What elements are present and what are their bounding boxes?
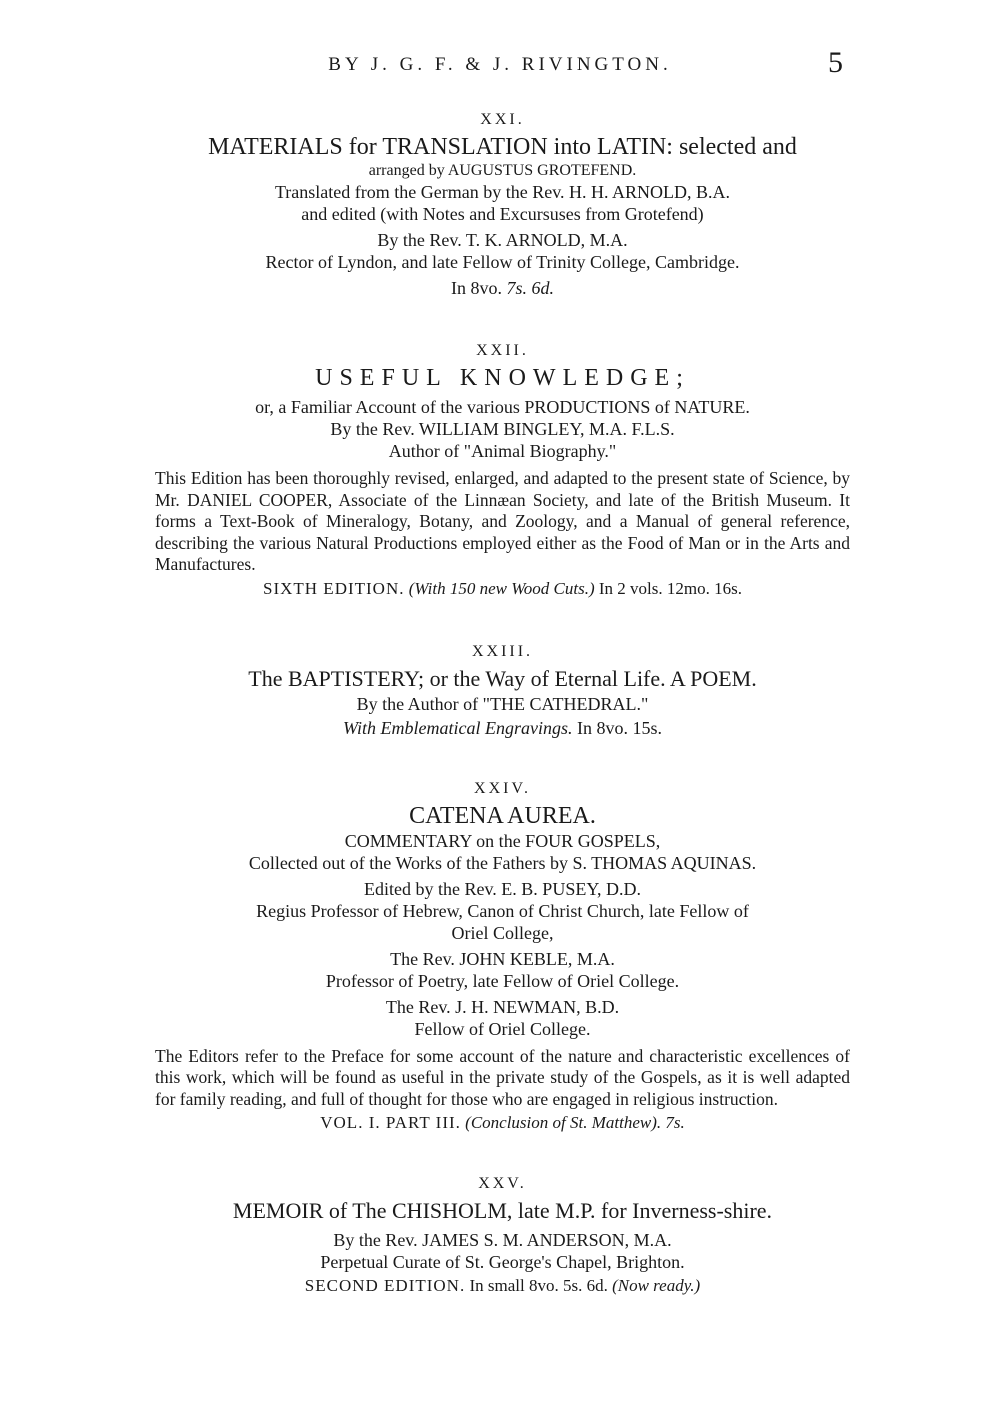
volume-price: 7s. [665,1113,685,1132]
entry-xxv [155,1174,850,1297]
entry-number: XXIV. [474,779,531,797]
volume-label: VOL. I. PART III. [320,1113,461,1132]
entry-line: By the Author of "THE CATHEDRAL." [356,693,649,714]
entry-line: Author of "Animal Biography." [388,441,617,461]
entry-description: The Editors refer to the Preface for some account of the nature and characteristic excellences of this work, which will be found as useful in the private study of the Gospels, as it is well adapted for family reading, and full of thought for those who are engaged in religious instruction. [155,1045,850,1109]
entry-line: Rector of Lyndon, and late Fellow of Trinity College, Cambridge. [265,252,740,272]
entry-number: XXV. [478,1175,527,1192]
entry-line: or, a Familiar Account of the various PRODUCTIONS of NATURE. [255,397,750,417]
edition-note: (Now ready.) [612,1276,701,1295]
entry-line: Translated from the German by the Rev. H. H. ARNOLD, B.A. [274,182,731,202]
entry-line: The Rev. JOHN KEBLE, M.A. [390,948,615,969]
entry-title: MEMOIR of The CHISHOLM, late M.P. for Inverness-shire. [232,1198,773,1223]
entry-line: Professor of Poetry, late Fellow of Oriel College. [325,970,680,991]
edition-label: SIXTH EDITION. [263,578,405,598]
entry-price-line [155,717,850,739]
entry-title: The BAPTISTERY; or the Way of Eternal Life. A POEM. [248,665,757,691]
entry-description: This Edition has been thoroughly revised, enlarged, and adapted to the present state of Science, by Mr. DANIEL COOPER, Associate of the Linnæan Society, and late of the British Museum. It forms a Text-Book of Mineralogy, Botany, and Zoology, and a Manual of general reference, describing the various Natural Productions employed either as the Food of Man or in the Arts and Manufactures. [155,468,850,574]
entry-line: arranged by AUGUSTUS GROTEFEND. [368,162,637,179]
entry-xxiii [155,642,850,739]
entry-line: Perpetual Curate of St. George's Chapel, Brighton. [320,1252,685,1272]
entry-line: By the Rev. WILLIAM BINGLEY, M.A. F.L.S. [330,419,675,439]
entry-number: XXI. [480,111,525,128]
edition-label: SECOND EDITION. [304,1276,466,1295]
catalogue-content [155,110,850,1297]
entry-line: The Rev. J. H. NEWMAN, B.D. [385,996,620,1017]
entry-xxiv [155,779,850,1135]
price-prefix: In 8vo. [450,278,502,298]
entry-number: XXIII. [471,642,534,660]
entry-line: Fellow of Oriel College. [414,1018,591,1039]
entry-line: Edited by the Rev. E. B. PUSEY, D.D. [364,878,641,899]
entry-title: CATENA AUREA. [409,802,596,829]
edition-price: In small 8vo. 5s. 6d. [469,1276,608,1295]
entry-line: Regius Professor of Hebrew, Canon of Christ Church, late Fellow of [256,900,749,921]
edition-note: (With 150 new Wood Cuts.) [408,578,595,598]
volume-note: (Conclusion of St. Matthew). [465,1113,662,1132]
entry-line: and edited (with Notes and Excursuses from Grotefend) [301,204,704,224]
entry-xxii [155,341,850,600]
entry-xxi [155,110,850,299]
price: In 8vo. 15s. [576,717,662,738]
entry-line: COMMENTARY on the FOUR GOSPELS, [344,830,661,851]
entry-title: USEFUL KNOWLEDGE; [315,365,690,391]
entry-line: Oriel College, [451,922,554,943]
price: 7s. 6d. [506,278,554,298]
entry-line: By the Rev. JAMES S. M. ANDERSON, M.A. [333,1230,672,1250]
page-header [0,46,1000,80]
entry-line: By the Rev. T. K. ARNOLD, M.A. [377,230,628,250]
entry-price-line [155,277,850,299]
entry-title: MATERIALS for TRANSLATION into LATIN: selected and [208,134,797,160]
entry-line: Collected out of the Works of the Fathers by S. THOMAS AQUINAS. [248,852,757,873]
entry-number: XXII. [476,342,529,359]
entry-edition-line [155,578,850,600]
page-number: 5 [828,46,843,79]
edition-price: In 2 vols. 12mo. 16s. [598,578,742,598]
running-title: BY J. G. F. & J. RIVINGTON. [328,54,672,75]
entry-edition-line [155,1275,850,1297]
italic-note: With Emblematical Engravings. [343,717,573,738]
entry-volume-line [155,1112,850,1134]
